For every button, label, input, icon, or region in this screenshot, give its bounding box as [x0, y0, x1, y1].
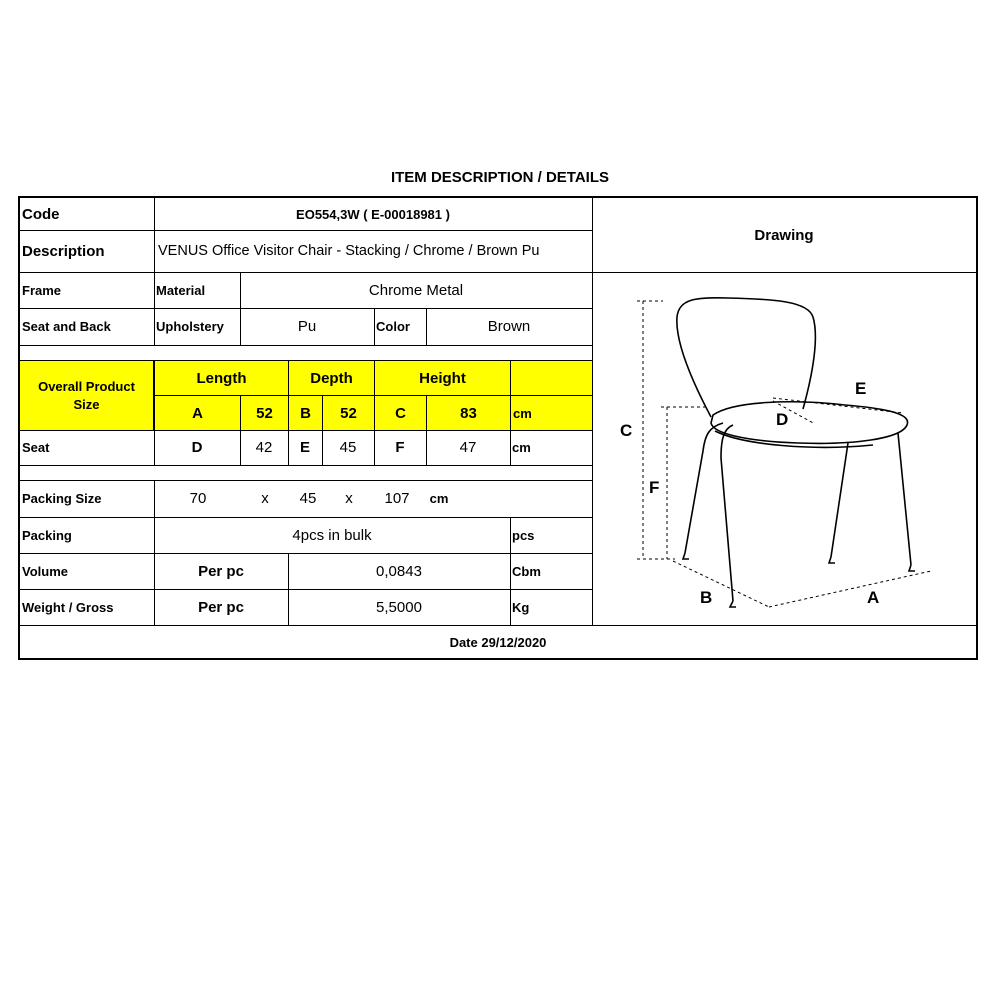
height-header: Height	[375, 361, 510, 395]
frame-material-label: Material	[156, 282, 206, 298]
packing-width: 45	[299, 490, 317, 507]
d-value: 42	[255, 439, 273, 456]
b-letter: B	[289, 396, 322, 430]
label-e: E	[855, 379, 867, 398]
description-value: VENUS Office Visitor Chair - Stacking / Chrome / Brown Pu	[158, 243, 540, 259]
f-letter: F	[395, 439, 405, 456]
volume-unit: Cbm	[512, 563, 541, 579]
dimension-a-line	[769, 571, 931, 607]
volume-label: Volume	[22, 563, 68, 579]
rear-right-leg	[831, 443, 848, 557]
color-label: Color	[376, 319, 410, 334]
c-letter: C	[375, 396, 426, 430]
weight-label: Weight / Gross	[22, 599, 114, 615]
label-c: C	[620, 421, 633, 440]
a-value: 52	[241, 396, 288, 430]
e-value: 45	[339, 439, 357, 456]
drawing-header: Drawing	[754, 226, 814, 244]
seat-underside	[715, 431, 873, 447]
label-f: F	[649, 478, 660, 497]
label-d: D	[776, 410, 789, 429]
packing-size-label: Packing Size	[22, 491, 102, 506]
c-value: 83	[427, 396, 510, 430]
weight-per: Per pc	[198, 598, 244, 616]
e-letter: E	[299, 439, 310, 456]
d-letter: D	[191, 439, 203, 456]
code-value: EO554,3W ( E-00018981 )	[296, 206, 450, 222]
foot-2	[730, 601, 736, 607]
front-left-leg	[721, 425, 733, 601]
seat-back-label: Seat and Back	[22, 319, 111, 334]
dimension-e-line	[773, 398, 903, 413]
b-value: 52	[323, 396, 374, 430]
weight-unit: Kg	[512, 599, 530, 615]
foot-4	[909, 565, 915, 571]
overall-size-label: Overall Product Size	[20, 361, 154, 430]
packing-size-unit: cm	[429, 491, 449, 506]
foot-1	[683, 553, 689, 559]
length-header: Length	[155, 361, 288, 395]
overall-unit: cm	[511, 396, 592, 430]
packing-unit: pcs	[512, 527, 535, 543]
color-value: Brown	[487, 318, 531, 335]
weight-value: 5,5000	[376, 598, 422, 616]
seat-label: Seat	[22, 440, 50, 455]
packing-value: 4pcs in bulk	[292, 526, 372, 544]
dimension-b-line	[673, 561, 769, 607]
backrest-outline	[677, 298, 816, 417]
frame-label: Frame	[22, 282, 62, 298]
upholstery-value: Pu	[297, 318, 317, 335]
f-value: 47	[459, 439, 477, 456]
chair-diagram-svg	[593, 273, 976, 625]
packing-label: Packing	[22, 527, 72, 543]
foot-3	[829, 557, 835, 563]
page-title: ITEM DESCRIPTION / DETAILS	[390, 169, 610, 186]
label-a: A	[867, 588, 880, 607]
date-footer: Date 29/12/2020	[449, 634, 547, 650]
description-label: Description	[22, 242, 105, 260]
depth-header: Depth	[289, 361, 374, 395]
frame-material-value: Chrome Metal	[368, 281, 464, 299]
a-letter: A	[155, 396, 240, 430]
upholstery-label: Upholstery	[156, 319, 224, 334]
front-right-leg	[898, 433, 911, 565]
details-sheet	[18, 196, 978, 660]
volume-per: Per pc	[198, 562, 244, 580]
packing-height: 107	[384, 490, 410, 507]
seat-outline	[711, 402, 908, 444]
code-label: Code	[22, 205, 60, 223]
volume-value: 0,0843	[376, 562, 422, 580]
packing-x2: x	[345, 490, 353, 507]
packing-x1: x	[261, 490, 269, 507]
packing-length: 70	[189, 490, 207, 507]
rear-left-leg	[685, 423, 723, 553]
seat-unit: cm	[512, 440, 531, 455]
unit-header-blank	[511, 361, 592, 395]
chair-drawing	[593, 273, 977, 625]
label-b: B	[700, 588, 713, 607]
